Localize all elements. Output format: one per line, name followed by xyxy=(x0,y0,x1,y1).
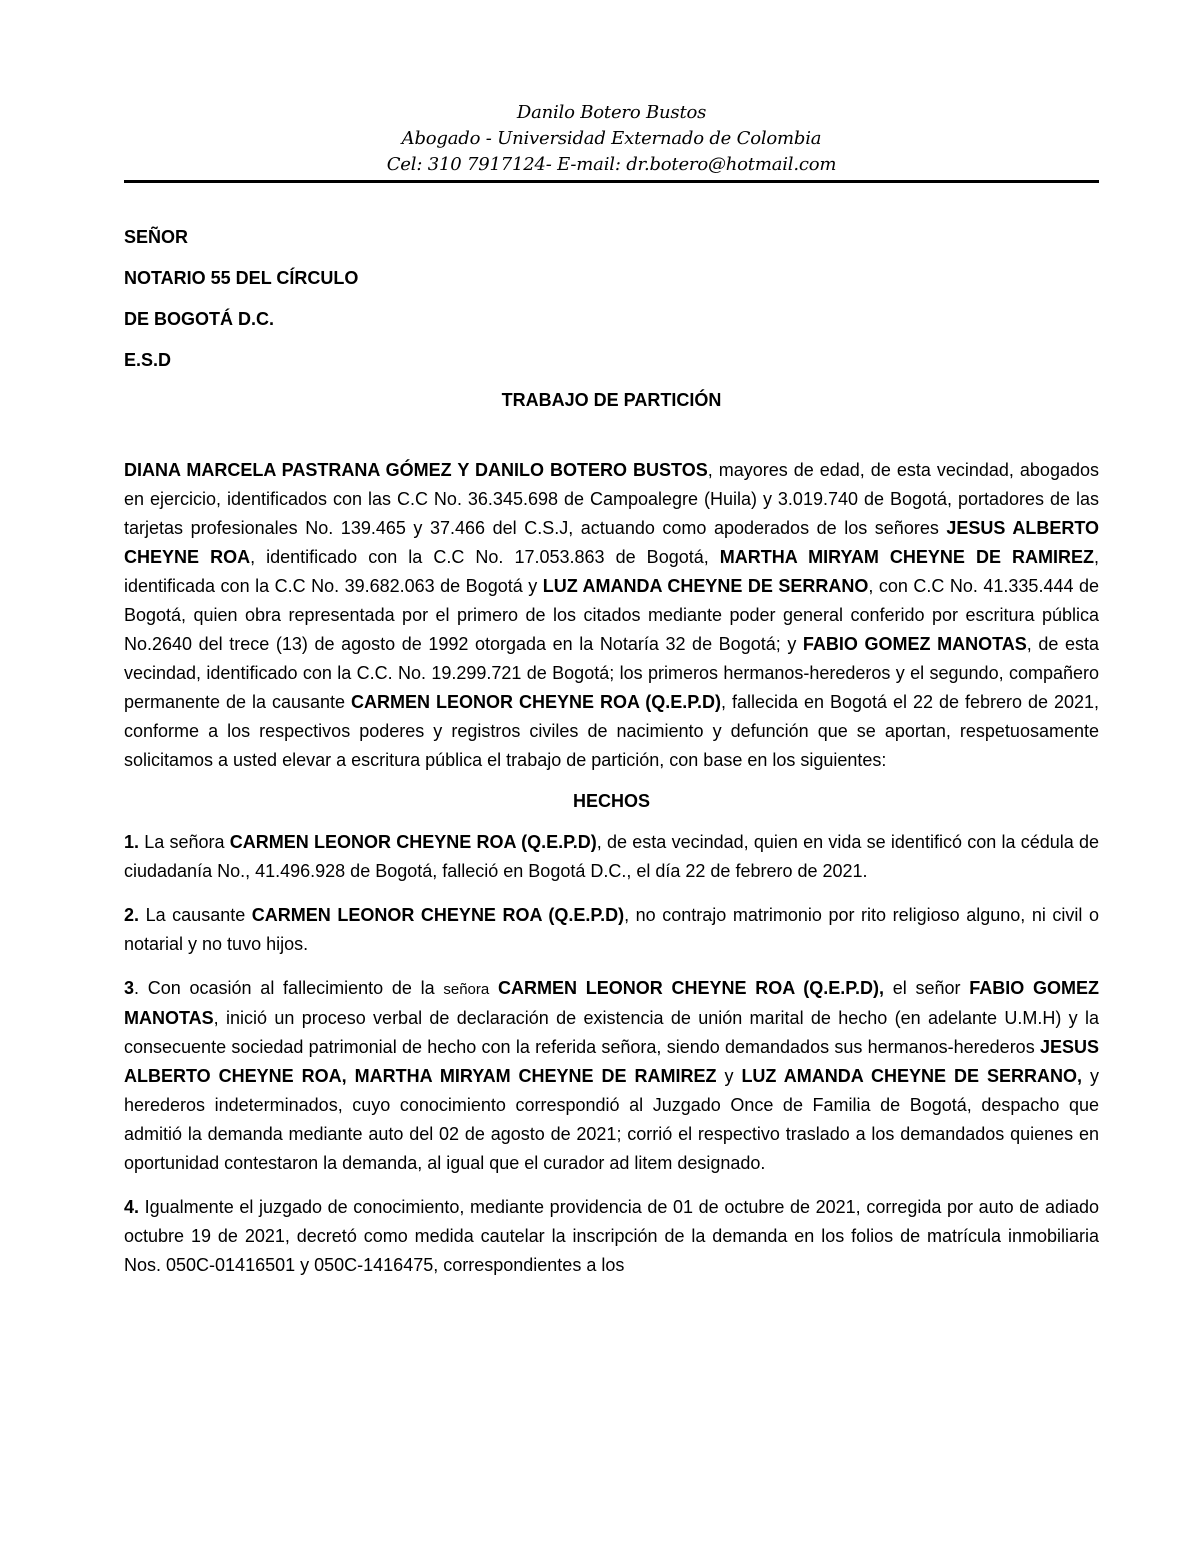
intro-partner: FABIO GOMEZ MANOTAS xyxy=(802,634,1027,654)
intro-attorneys: DIANA MARCELA PASTRANA GÓMEZ Y DANILO BOTERO BUSTOS xyxy=(124,460,708,480)
intro-text: , identificado con la C.C No. 17.053.863 de Bogotá, xyxy=(250,547,720,567)
hecho-number: 1. xyxy=(124,832,140,852)
intro-heir-2: MARTHA MIRYAM CHEYNE DE RAMIREZ xyxy=(719,547,1094,567)
hecho-4 xyxy=(124,1193,1099,1280)
hecho-deceased: CARMEN LEONOR CHEYNE ROA (Q.E.P.D) xyxy=(229,832,597,852)
addressee-line: SEÑOR xyxy=(124,227,189,247)
hecho-heir-3: LUZ AMANDA CHEYNE DE SERRANO, xyxy=(741,1066,1082,1086)
intro-paragraph xyxy=(124,456,1099,775)
hecho-3 xyxy=(124,974,1099,1178)
letterhead-divider xyxy=(124,180,1099,183)
intro-heir-3: LUZ AMANDA CHEYNE DE SERRANO xyxy=(542,576,869,596)
hecho-deceased: CARMEN LEONOR CHEYNE ROA (Q.E.P.D), xyxy=(489,978,884,998)
hecho-text: señora xyxy=(443,981,490,998)
hecho-number: 3 xyxy=(124,978,135,998)
document-body xyxy=(124,226,1099,1280)
hecho-deceased: CARMEN LEONOR CHEYNE ROA (Q.E.P.D) xyxy=(251,905,625,925)
hecho-text: La causante xyxy=(139,905,252,925)
letterhead-title: Abogado - Universidad Externado de Colombia xyxy=(401,128,822,149)
hecho-1 xyxy=(124,828,1099,886)
hecho-text: y xyxy=(716,1066,742,1086)
addressee-line: NOTARIO 55 DEL CÍRCULO xyxy=(124,268,359,288)
hecho-text: La señora xyxy=(139,832,230,852)
hecho-text: , de esta vecindad, quien en vida se identificó con la cédula de ciudadanía No., 41.496.928 de Bogotá, falleció en Bogotá D.C., el día 22 de febrero de 2021. xyxy=(124,832,1100,881)
hecho-text: , no contrajo matrimonio por rito religioso alguno, ni civil o notarial y no tuvo hijos. xyxy=(124,905,1099,954)
hecho-2 xyxy=(124,901,1099,959)
hechos-heading: HECHOS xyxy=(572,791,650,811)
letterhead-name: Danilo Botero Bustos xyxy=(516,102,707,123)
hecho-text: Igualmente el juzgado de conocimiento, mediante providencia de 01 de octubre de 2021, corregida por auto de adiado octubre 19 de 2021, decretó como medida cautelar la inscripción de la demanda en los folios de matrícula inmobiliaria Nos. 050C-01416501 y 050C-1416475, correspondientes a los xyxy=(124,1197,1099,1275)
hecho-text: y herederos indeterminados, cuyo conocimiento correspondió al Juzgado Once de Familia de Bogotá, despacho que admitió la demanda mediante auto del 02 de agosto de 2021; corrió el respectivo traslado a los demandados quienes en oportunidad contestaron la demanda, al igual que el curador ad litem designado. xyxy=(124,1066,1099,1173)
hecho-text: . Con ocasión al fallecimiento de la xyxy=(134,978,444,998)
hecho-text: , inició un proceso verbal de declaración de existencia de unión marital de hecho (en adelante U.M.H) y la consecuente sociedad patrimonial de hecho con la referida señora, siendo demandados sus hermanos-herederos xyxy=(124,1008,1099,1057)
document-title: TRABAJO DE PARTICIÓN xyxy=(501,390,722,410)
intro-text: , de esta vecindad, identificado con la C.C. No. 19.299.721 de Bogotá; los primeros hermanos-herederos y el segundo, compañero permanente de la causante xyxy=(124,634,1099,712)
intro-heir-1: JESUS ALBERTO CHEYNE ROA xyxy=(124,518,1100,567)
intro-text: , fallecida en Bogotá el 22 de febrero de 2021, conforme a los respectivos poderes y registros civiles de nacimiento y defunción que se aportan, respetuosamente solicitamos a usted elevar a escritura pública el trabajo de partición, con base en los siguientes: xyxy=(124,692,1099,770)
intro-text: , mayores de edad, de esta vecindad, abogados en ejercicio, identificados con las C.C No. 36.345.698 de Campoalegre (Huila) y 3.019.740 de Bogotá, portadores de las tarjetas profesionales No. 139.465 y 37.466 del C.S.J, actuando como apoderados de los señores xyxy=(124,460,1099,538)
letterhead-contact: Cel: 310 7917124- E-mail: dr.botero@hotmail.com xyxy=(386,154,837,175)
intro-deceased: CARMEN LEONOR CHEYNE ROA (Q.E.P.D) xyxy=(351,692,721,712)
hecho-partner: FABIO GOMEZ MANOTAS xyxy=(124,978,1100,1028)
intro-text: , identificada con la C.C No. 39.682.063 de Bogotá y xyxy=(124,547,1100,596)
hecho-heirs: JESUS ALBERTO CHEYNE ROA, MARTHA MIRYAM CHEYNE DE RAMIREZ xyxy=(124,1037,1099,1086)
hecho-text: el señor xyxy=(884,978,970,998)
letterhead xyxy=(124,100,1099,178)
addressee-block xyxy=(124,226,1099,371)
addressee-line: DE BOGOTÁ D.C. xyxy=(124,309,275,329)
hecho-number: 2. xyxy=(124,905,140,925)
addressee-line: E.S.D xyxy=(124,350,172,370)
hecho-number: 4. xyxy=(124,1197,140,1217)
intro-text: , con C.C No. 41.335.444 de Bogotá, quien obra representada por el primero de los citados mediante poder general conferido por escritura pública No.2640 del trece (13) de agosto de 1992 otorgada en la Notaría 32 de Bogotá; y xyxy=(124,576,1099,654)
